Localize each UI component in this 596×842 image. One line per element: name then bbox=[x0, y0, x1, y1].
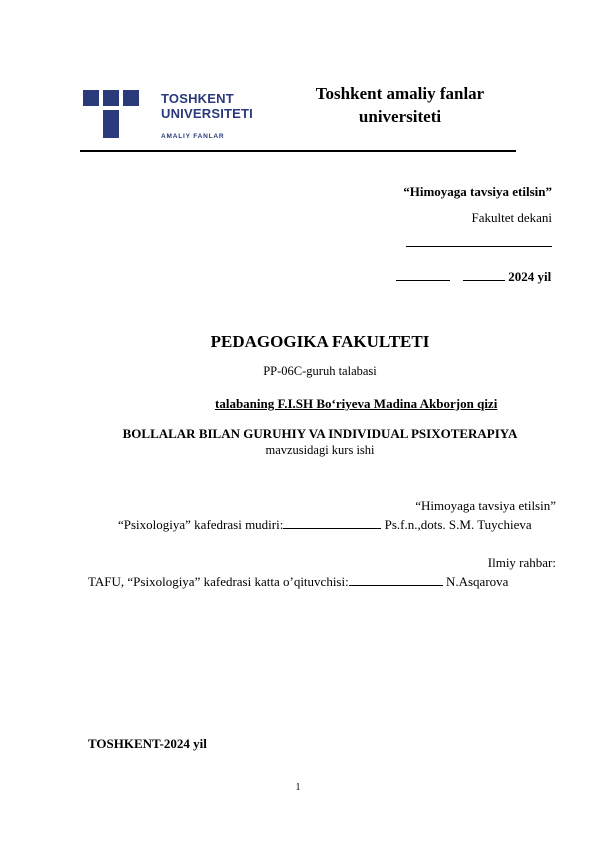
topic-note: mavzusidagi kurs ishi bbox=[265, 443, 375, 457]
supervisor-label: TAFU, “Psixologiya” kafedrasi katta o’qituvchisi: bbox=[88, 574, 349, 589]
approval-dean: Fakultet dekani bbox=[471, 210, 552, 225]
department-head bbox=[118, 516, 532, 533]
supervisor bbox=[88, 573, 508, 590]
logo-wordmark: TOSHKENT UNIVERSITETI bbox=[161, 91, 253, 121]
department-head-name: Ps.f.n.,dots. S.M. Tuychieva bbox=[384, 517, 532, 532]
footer-city-year: TOSHKENT-2024 yil bbox=[88, 736, 207, 751]
logo-square bbox=[103, 90, 119, 106]
approval-date bbox=[396, 268, 551, 285]
department-head-label: “Psixologiya” kafedrasi mudiri: bbox=[118, 517, 284, 532]
logo-square bbox=[83, 90, 99, 106]
header-divider bbox=[80, 150, 516, 152]
signature-line bbox=[406, 246, 552, 247]
date-year: 2024 yil bbox=[508, 269, 552, 284]
supervisor-signature-line bbox=[349, 573, 443, 586]
supervisor-title: Ilmiy rahbar: bbox=[487, 555, 556, 570]
date-blank-month bbox=[463, 268, 505, 281]
logo-square bbox=[103, 121, 119, 138]
head-signature-line bbox=[283, 516, 381, 529]
date-blank-day bbox=[396, 268, 450, 281]
approval-recommend: “Himoyaga tavsiya etilsin” bbox=[403, 184, 552, 199]
university-logo bbox=[83, 88, 263, 144]
logo-square bbox=[123, 90, 139, 106]
student-name: talabaning F.I.SH Bo‘riyeva Madina Akborjon qizi bbox=[215, 396, 498, 411]
group-label: PP-06C-guruh talabasi bbox=[263, 364, 377, 378]
supervisor-name: N.Asqarova bbox=[445, 574, 509, 589]
topic-title: BOLLALAR BILAN GURUHIY VA INDIVIDUAL PSIXOTERAPIYA bbox=[122, 426, 518, 441]
page-number: 1 bbox=[295, 782, 301, 793]
faculty-title: PEDAGOGIKA FAKULTETI bbox=[210, 332, 430, 351]
logo-subtitle: AMALIY FANLAR bbox=[161, 133, 225, 140]
university-title: Toshkent amaliy fanlar universiteti bbox=[315, 84, 485, 126]
defense-recommend: “Himoyaga tavsiya etilsin” bbox=[415, 498, 556, 513]
